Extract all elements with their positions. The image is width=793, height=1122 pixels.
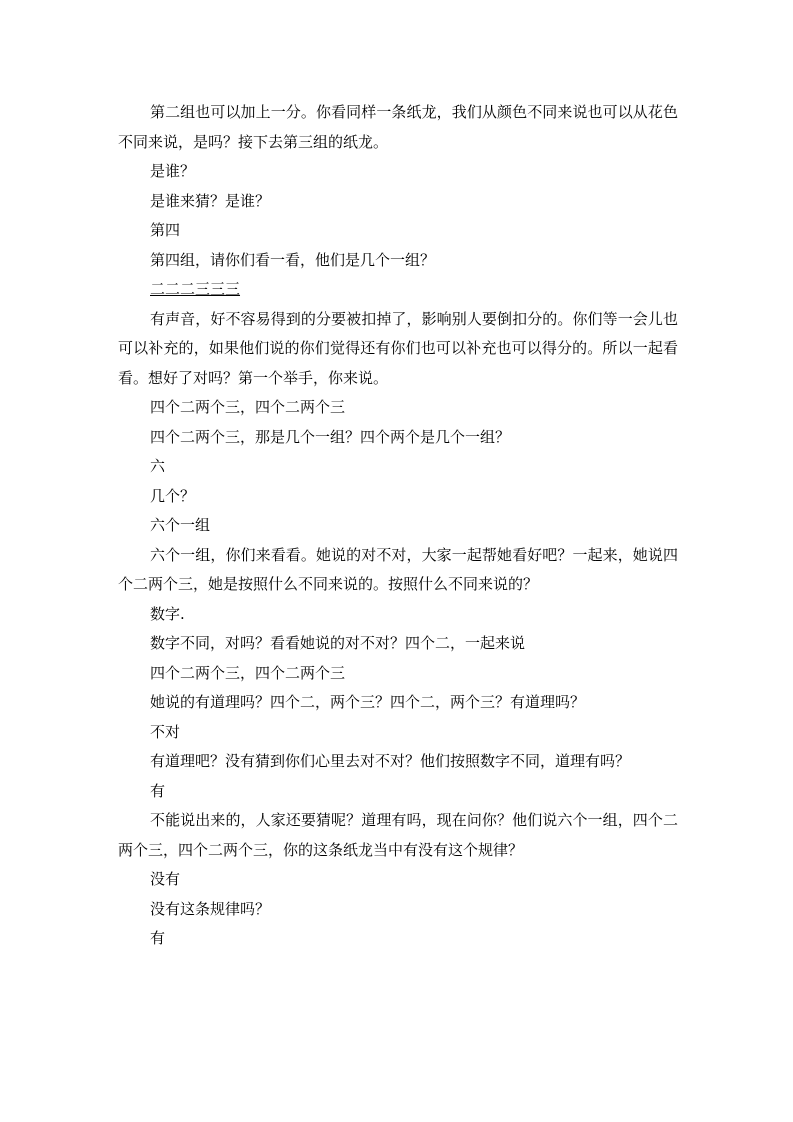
paragraph: 有 bbox=[150, 929, 166, 947]
paragraph: 没有 bbox=[150, 870, 181, 888]
paragraph: 六个一组 bbox=[150, 516, 211, 534]
paragraph: 第四组，请你们看一看，他们是几个一组？ bbox=[150, 250, 436, 269]
paragraph: 六 bbox=[150, 457, 166, 475]
paragraph: 是谁？ bbox=[150, 162, 196, 180]
body-text bbox=[118, 98, 678, 954]
paragraph: 没有这条规律吗？ bbox=[150, 899, 271, 918]
paragraph: 数字. bbox=[150, 604, 185, 623]
paragraph: 四个二两个三，那是几个一组？四个两个是几个一组？ bbox=[150, 427, 511, 446]
paragraph: 有道理吧？没有猜到你们心里去对不对？他们按照数字不同，道理有吗？ bbox=[150, 752, 631, 770]
paragraph: 不对 bbox=[150, 722, 181, 741]
paragraph: 第四 bbox=[150, 221, 181, 239]
paragraph: 不能说出来的，人家还要猜呢？道理有吗，现在问你？他们说六个一组，四个二两个三，四个二两个三，你的这条纸龙当中有没有这个规律？ bbox=[118, 811, 678, 859]
paragraph: 四个二两个三，四个二两个三 bbox=[150, 398, 346, 416]
paragraph: 数字不同，对吗？看看她说的对不对？四个二，一起来说 bbox=[150, 634, 526, 652]
paragraph: 有声音，好不容易得到的分要被扣掉了，影响别人要倒扣分的。你们等一会儿也可以补充的，如果他们说的你们觉得还有你们也可以补充也可以得分的。所以一起看看。想好了对吗？第一个举手，你来说。 bbox=[118, 309, 678, 387]
underlined-text: 二二二三三三 bbox=[150, 280, 241, 298]
paragraph: 她说的有道理吗？四个二，两个三？四个二，两个三？有道理吗？ bbox=[150, 693, 586, 711]
paragraph-underlined bbox=[118, 275, 678, 305]
paragraph: 几个？ bbox=[150, 486, 196, 505]
paragraph: 有 bbox=[150, 781, 166, 800]
paragraph: 是谁来猜？是谁？ bbox=[150, 191, 271, 210]
paragraph: 第二组也可以加上一分。你看同样一条纸龙，我们从颜色不同来说也可以从花色不同来说，是吗？接下去第三组的纸龙。 bbox=[118, 103, 678, 151]
paragraph: 四个二两个三，四个二两个三 bbox=[150, 663, 346, 682]
paragraph: 六个一组，你们来看看。她说的对不对，大家一起帮她看好吧？一起来，她说四个二两个三，她是按照什么不同来说的。按照什么不同来说的？ bbox=[118, 545, 678, 593]
